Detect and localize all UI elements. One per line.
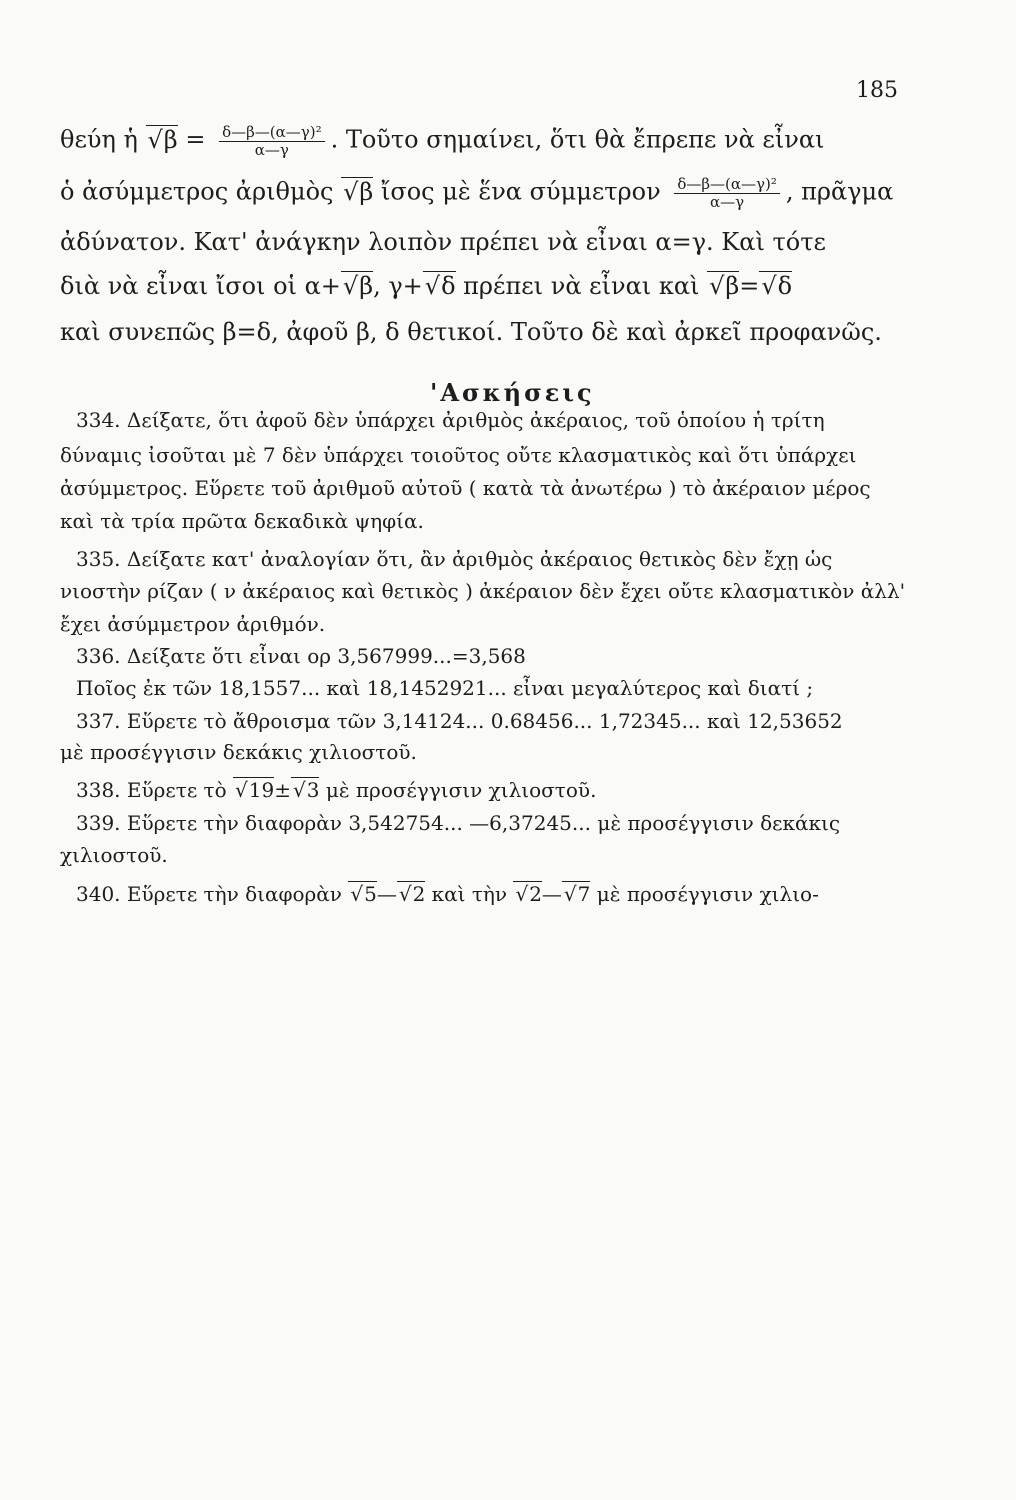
exercise-339-line-1: 339. Εὕρετε τὴν διαφορὰν 3,542754... —6,37245... μὲ προσέγγισιν δεκάκις (76, 811, 841, 835)
exercise-334-line-3: ἀσύμμετρος. Εὕρετε τοῦ ἀριθμοῦ αὐτοῦ ( κατὰ τὰ ἀνωτέρω ) τὸ ἀκέραιον μέρος (60, 476, 871, 500)
sqrt-expression: √ δ (759, 271, 792, 300)
exercise-335-line-1: 335. Δείξατε κατ' ἀναλογίαν ὅτι, ἂν ἀριθμὸς ἀκέραιος θετικὸς δὲν ἔχῃ ὡς (76, 547, 833, 571)
text: , πρᾶγμα (785, 177, 894, 206)
exercise-339-line-2: χιλιοστοῦ. (60, 843, 168, 867)
sqrt-expression: √ β (707, 271, 739, 300)
text: 338. Εὕρετε τὸ (76, 778, 227, 802)
exercise-337-line-1: 337. Εὕρετε τὸ ἄθροισμα τῶν 3,14124... 0.68456... 1,72345... καὶ 12,53652 (76, 709, 843, 733)
sqrt-expression: √ 5 (348, 881, 376, 906)
text: ± (274, 778, 291, 802)
text: , γ+ (373, 272, 423, 300)
exercise-340-line-1 (76, 882, 819, 906)
sqrt-expression: √ 2 (513, 881, 541, 906)
text: θεύη ἡ (60, 125, 138, 154)
sqrt-expression: √ δ (423, 271, 456, 300)
text: — (376, 882, 397, 906)
text: ὁ ἀσύμμετρος ἀριθμὸς (60, 177, 334, 206)
text: μὲ προσέγγισιν χιλιοστοῦ. (319, 778, 597, 802)
text: μὲ προσέγγισιν χιλιο- (590, 882, 819, 906)
paragraph-line-4 (60, 272, 792, 300)
page-number: 185 (856, 78, 898, 103)
exercise-335-line-2: νιοστὴν ρίζαν ( ν ἀκέραιος καὶ θετικὸς ) ἀκέραιον δὲν ἔχει οὔτε κλασματικὸν ἀλλ' (60, 579, 906, 603)
exercise-334-line-1: 334. Δείξατε, ὅτι ἀφοῦ δὲν ὑπάρχει ἀριθμὸς ἀκέραιος, τοῦ ὁποίου ἡ τρίτη (76, 408, 825, 432)
fraction-denominator: α—γ (254, 140, 289, 159)
sqrt-expression: √ 2 (397, 881, 425, 906)
exercise-336-line-2: Ποῖος ἐκ τῶν 18,1557... καὶ 18,1452921... εἶναι μεγαλύτερος καὶ διατί ; (76, 676, 814, 700)
exercises-heading: 'Ασκήσεις (430, 378, 595, 407)
paragraph-line-3: ἀδύνατον. Κατ' ἀνάγκην λοιπὸν πρέπει νὰ εἶναι α=γ. Καὶ τότε (60, 228, 826, 256)
paragraph-line-1 (60, 124, 824, 158)
sqrt-expression: √ 3 (291, 777, 319, 802)
text: ἴσος μὲ ἕνα σύμμετρον (380, 177, 661, 206)
exercise-338 (76, 778, 596, 802)
exercise-335-line-3: ἔχει ἀσύμμετρον ἀριθμόν. (60, 612, 326, 636)
sqrt-expression: √ 19 (233, 777, 274, 802)
text: . Τοῦτο σημαίνει, ὅτι θὰ ἔπρεπε νὰ εἶναι (330, 125, 825, 154)
sqrt-expression: √ β (341, 271, 373, 300)
text: καὶ τὴν (425, 882, 508, 906)
sqrt-expression: √ 7 (562, 881, 590, 906)
text: — (541, 882, 562, 906)
exercise-336-line-1: 336. Δείξατε ὅτι εἶναι ορ 3,567999...=3,568 (76, 644, 526, 668)
fraction (219, 124, 325, 158)
paragraph-line-2 (60, 176, 893, 210)
fraction-numerator: δ—β—(α—γ)² (674, 176, 780, 194)
text: διὰ νὰ εἶναι ἴσοι οἱ α+ (60, 272, 341, 300)
sqrt-expression: √ β (341, 177, 373, 206)
exercise-337-line-2: μὲ προσέγγισιν δεκάκις χιλιοστοῦ. (60, 740, 417, 764)
text: = (739, 272, 760, 300)
exercise-334-line-2: δύναμις ἰσοῦται μὲ 7 δὲν ὑπάρχει τοιοῦτος οὔτε κλασματικὸς καὶ ὅτι ὑπάρχει (60, 443, 857, 467)
sqrt-expression: √ β (146, 125, 178, 154)
fraction-numerator: δ—β—(α—γ)² (219, 124, 325, 142)
fraction (674, 176, 780, 210)
exercise-334-line-4: καὶ τὰ τρία πρῶτα δεκαδικὰ ψηφία. (60, 509, 424, 533)
fraction-denominator: α—γ (710, 192, 745, 211)
text: 340. Εὕρετε τὴν διαφορὰν (76, 882, 342, 906)
text: πρέπει νὰ εἶναι καὶ (455, 272, 700, 300)
paragraph-line-5: καὶ συνεπῶς β=δ, ἀφοῦ β, δ θετικοί. Τοῦτο δὲ καὶ ἀρκεῖ προφανῶς. (60, 318, 882, 346)
text: = (185, 125, 206, 154)
